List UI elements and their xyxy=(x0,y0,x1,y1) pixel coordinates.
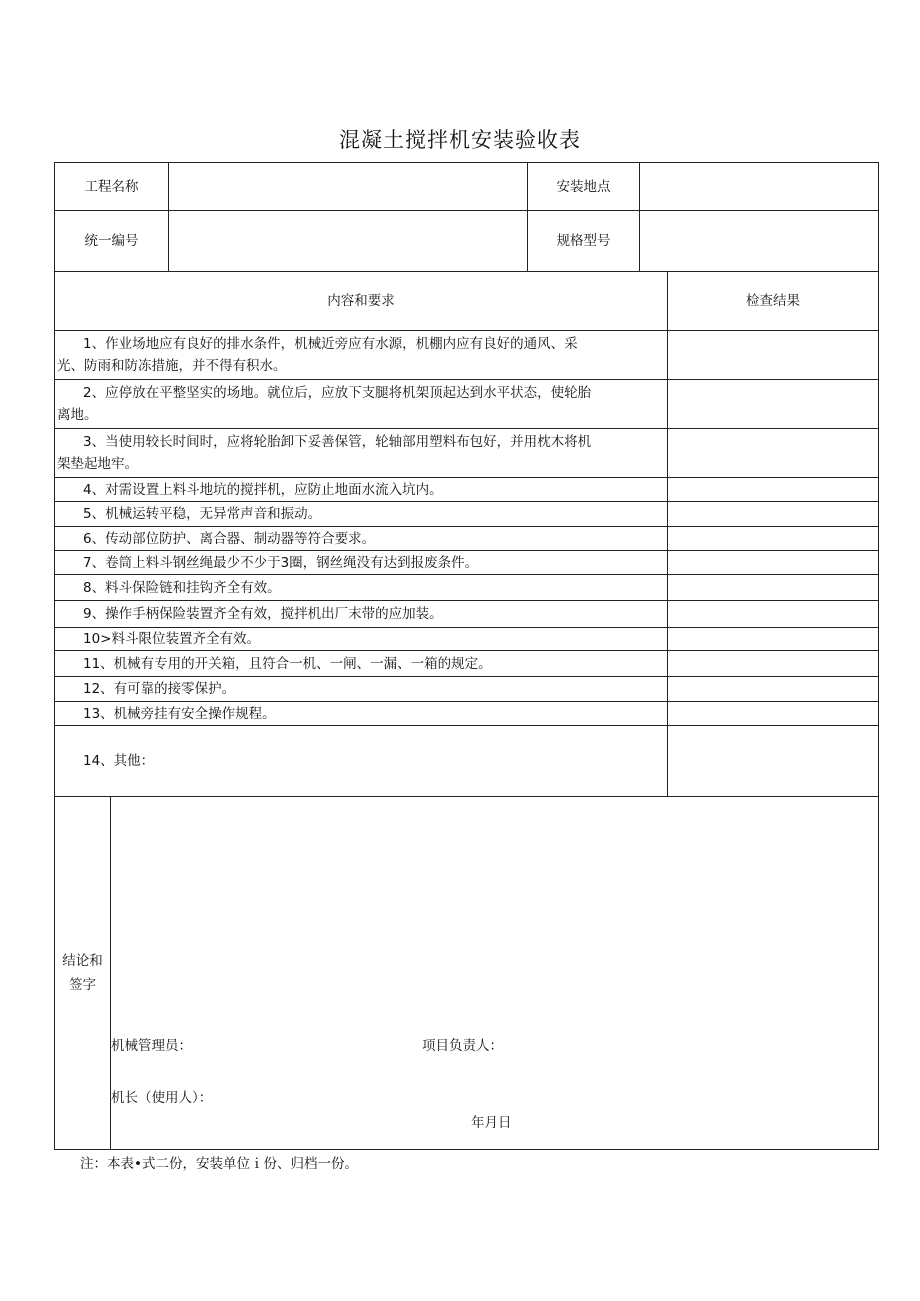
requirement-text: 5、机械运转平稳，无异常声音和振动。 xyxy=(83,506,322,523)
result-cell[interactable] xyxy=(668,726,879,796)
requirement-text-cont: 离地。 xyxy=(57,407,98,424)
requirement-text: 3、当使用较长时间时，应将轮胎卸下妥善保管，轮轴部用塑料布包好，并用枕木将机 xyxy=(83,434,592,451)
result-cell[interactable] xyxy=(668,380,879,429)
footnote: 注：本表•式二份，安装单位ｉ份、归档一份。 xyxy=(80,1156,358,1172)
operator-label: 机长（使用人）： xyxy=(111,1089,213,1106)
result-cell[interactable] xyxy=(668,628,879,651)
result-cell[interactable] xyxy=(668,702,879,726)
result-cell[interactable] xyxy=(668,677,879,702)
requirement-text-cont: 光、防雨和防冻措施，并不得有积水。 xyxy=(57,358,287,375)
result-cell[interactable] xyxy=(668,601,879,628)
requirement-text: 2、应停放在平整坚实的场地。就位后，应放下支腿将机架顶起达到水平状态，使轮胎 xyxy=(83,385,592,402)
result-cell[interactable] xyxy=(668,551,879,575)
project-name-field[interactable] xyxy=(169,163,528,211)
requirement-item xyxy=(55,677,668,702)
model-label: 规格型号 xyxy=(528,211,640,272)
result-cell[interactable] xyxy=(668,478,879,502)
project-name-label: 工程名称 xyxy=(55,163,169,211)
requirement-item xyxy=(55,478,668,502)
requirement-text: 4、对需设置上料斗地坑的搅拌机，应防止地面水流入坑内。 xyxy=(83,481,443,498)
conclusion-label xyxy=(55,796,111,1150)
requirement-item xyxy=(55,651,668,677)
requirement-item xyxy=(55,575,668,601)
result-cell[interactable] xyxy=(668,502,879,527)
requirement-text: 11、机械有专用的开关箱，且符合一机、一闸、一漏、一箱的规定。 xyxy=(83,655,492,672)
page-title: 混凝土搅拌机安装验收表 xyxy=(339,128,581,152)
acceptance-table xyxy=(54,162,879,1150)
requirement-item xyxy=(55,331,668,380)
requirement-text: 9、操作手柄保险装置齐全有效，搅拌机出厂末带的应加装。 xyxy=(83,606,443,623)
install-location-field[interactable] xyxy=(640,163,879,211)
result-cell[interactable] xyxy=(668,527,879,551)
result-cell[interactable] xyxy=(668,331,879,380)
install-location-label: 安装地点 xyxy=(528,163,640,211)
unified-number-field[interactable] xyxy=(169,211,528,272)
other-label: 14、其他： xyxy=(83,752,155,769)
requirement-text: 13、机械旁挂有安全操作规程。 xyxy=(83,705,276,722)
project-leader-label: 项目负责人： xyxy=(422,1037,503,1054)
requirement-text: 10>料斗限位装置齐全有效。 xyxy=(83,631,260,648)
content-header: 内容和要求 xyxy=(55,272,668,331)
date-label: 年月日 xyxy=(471,1114,512,1131)
result-header: 检查结果 xyxy=(668,272,879,331)
requirement-text: 8、料斗保险链和挂钩齐全有效。 xyxy=(83,579,281,596)
other-item xyxy=(55,726,668,796)
requirement-item xyxy=(55,380,668,429)
unified-number-label: 统一编号 xyxy=(55,211,169,272)
model-field[interactable] xyxy=(640,211,879,272)
requirement-text: 6、传动部位防护、离合器、制动器等符合要求。 xyxy=(83,530,376,547)
requirement-item xyxy=(55,628,668,651)
result-cell[interactable] xyxy=(668,651,879,677)
requirement-item xyxy=(55,502,668,527)
requirement-text: 12、有可靠的接零保护。 xyxy=(83,681,236,698)
result-cell[interactable] xyxy=(668,575,879,601)
requirement-text: 7、卷筒上料斗钢丝绳最少不少于3圈，钢丝绳没有达到报废条件。 xyxy=(83,554,479,571)
requirement-item xyxy=(55,527,668,551)
machine-manager-label: 机械管理员： xyxy=(111,1037,192,1054)
requirement-text: 1、作业场地应有良好的排水条件，机械近旁应有水源，机棚内应有良好的通风、采 xyxy=(83,336,578,353)
requirement-item xyxy=(55,429,668,478)
result-cell[interactable] xyxy=(668,429,879,478)
requirement-item xyxy=(55,601,668,628)
conclusion-signature-area[interactable] xyxy=(111,796,879,1150)
requirement-item xyxy=(55,551,668,575)
requirement-text-cont: 架垫起地牢。 xyxy=(57,456,138,473)
conclusion-label-line1: 结论和 xyxy=(62,952,103,969)
requirement-item xyxy=(55,702,668,726)
conclusion-label-line2: 签字 xyxy=(69,976,96,993)
